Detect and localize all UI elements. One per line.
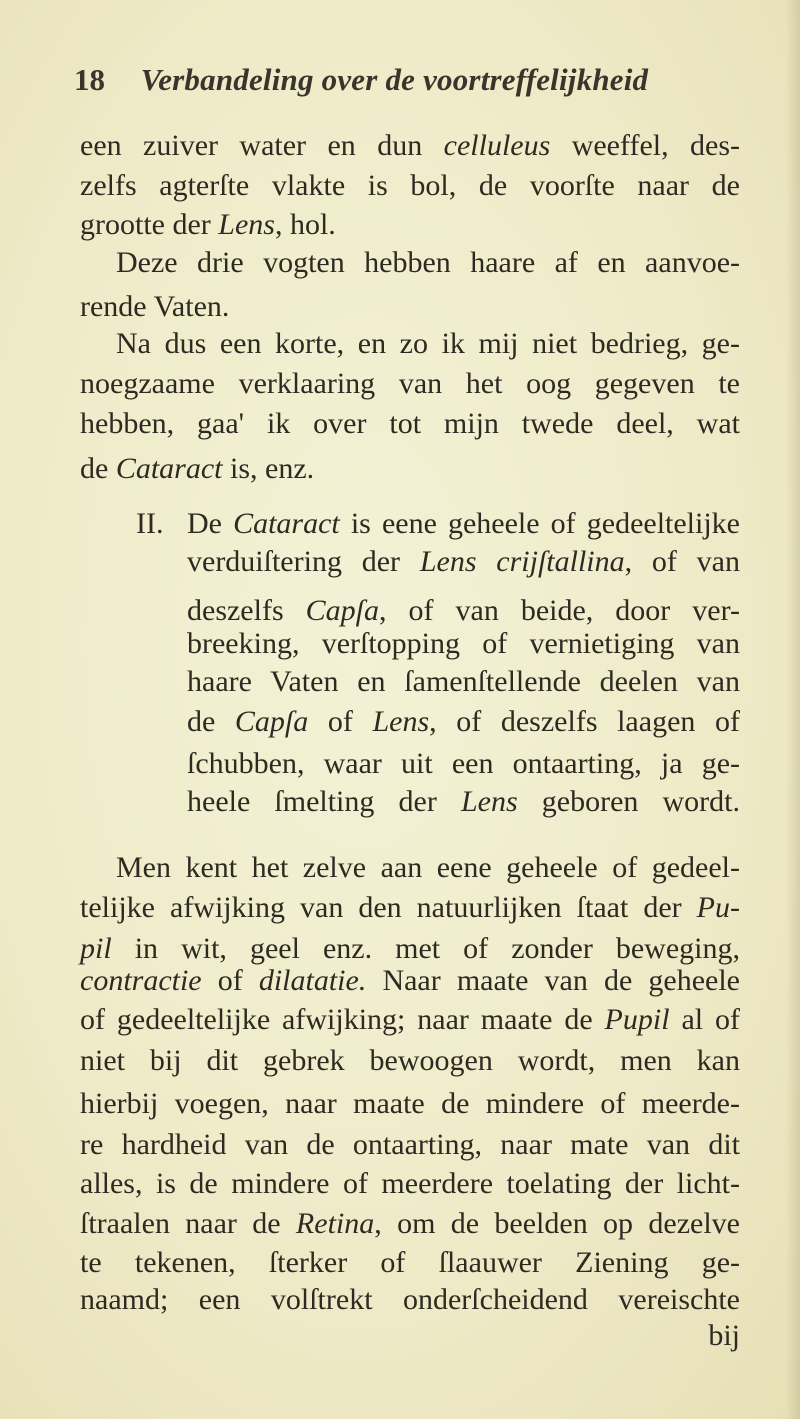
text-line [116, 850, 740, 886]
text-line [80, 1282, 740, 1318]
text-segment: is, enz. [222, 452, 315, 485]
text-line [187, 593, 740, 629]
italic-term: Lens [372, 705, 430, 738]
text-line [80, 1318, 740, 1354]
text-line [80, 1127, 740, 1163]
text-line [80, 1043, 740, 1079]
text-segment: geboren wordt. [517, 785, 740, 818]
text-line [80, 168, 740, 204]
text-segment: , of van [624, 545, 740, 578]
text-line [116, 326, 740, 362]
text-line [187, 784, 740, 820]
text-segment: Naar maate van de geheele [366, 964, 740, 997]
text-segment: hebben, gaa' ik over tot mijn twede deel, wat [80, 407, 740, 440]
text-line [80, 1166, 740, 1202]
text-segment: telijke afwijking van den natuurlijken ſtaat der [80, 891, 697, 924]
italic-term: Lens [460, 785, 518, 818]
text-segment: rende Vaten. [80, 290, 230, 323]
italic-term: Cataract [233, 507, 340, 540]
text-line [80, 890, 740, 926]
text-segment: zelfs agterſte vlakte is bol, de voorſte naar de [80, 169, 740, 202]
text-segment: grootte der [80, 208, 219, 241]
text-segment: haare Vaten en ſamenſtellende deelen van [187, 665, 740, 698]
text-segment: alles, is de mindere of meerdere toelating der licht- [80, 1167, 740, 1200]
text-segment: of [308, 705, 373, 738]
text-line [187, 544, 740, 580]
italic-term: Retina [295, 1207, 375, 1240]
text-segment: heele ſmelting der [187, 785, 461, 818]
text-line [80, 128, 740, 164]
text-segment: , of deszelfs laagen of [429, 705, 740, 738]
text-segment: , hol. [274, 208, 336, 241]
text-segment: of gedeeltelijke afwijking; naar maate de [80, 1003, 605, 1036]
text-segment: al of [669, 1003, 740, 1036]
italic-term: Capſa [305, 594, 379, 627]
text-segment: ſtraalen naar de [80, 1207, 296, 1240]
italic-term: Lens crijſtallina [419, 545, 625, 578]
text-line [187, 746, 740, 782]
text-line [80, 1002, 740, 1038]
text-line [80, 963, 740, 999]
text-segment: niet bij dit gebrek bewoogen wordt, men kan [80, 1044, 740, 1077]
italic-term: Pupil [604, 1003, 670, 1036]
text-segment: de [80, 452, 116, 485]
text-segment: de [187, 705, 235, 738]
text-segment: naamd; een volſtrekt onderſcheidend vereischte [80, 1283, 740, 1316]
text-segment: , of van beide, door ver- [379, 594, 740, 627]
text-line [187, 506, 740, 542]
italic-term: contractie [80, 964, 202, 997]
text-segment: verduiſtering der [187, 545, 420, 578]
text-segment: hierbij voegen, naar maate de mindere of meerde- [80, 1087, 740, 1120]
text-segment: De [187, 507, 234, 540]
text-line [187, 664, 740, 700]
text-line [80, 207, 740, 243]
page-number: 18 [74, 62, 105, 97]
page-edge-shadow [786, 0, 800, 1419]
italic-term: celluleus [443, 129, 551, 162]
text-segment: of [201, 964, 259, 997]
text-line [187, 704, 740, 740]
text-segment: Men kent het zelve aan eene geheele of gedeel- [116, 851, 740, 884]
italic-term: dilatatie. [258, 964, 367, 997]
text-segment: te tekenen, ſterker of ſlaauwer Ziening ge- [80, 1246, 740, 1279]
text-segment: ſchubben, waar uit een ontaarting, ja ge- [187, 747, 740, 780]
italic-term: Capſa [234, 705, 309, 738]
text-line [80, 1245, 740, 1281]
italic-term: pil [80, 932, 112, 965]
text-line [80, 451, 740, 487]
text-segment: , om de beelden op dezelve [374, 1207, 740, 1240]
text-line [80, 406, 740, 442]
section-marker: II. [136, 507, 164, 540]
running-title: Verbandeling over de voortreffelijkheid [140, 62, 649, 97]
text-segment: Deze drie vogten hebben haare af en aanvoe- [116, 246, 740, 279]
text-line [80, 289, 740, 325]
italic-term: Lens [218, 208, 275, 241]
text-line [80, 366, 740, 402]
text-segment: bij [708, 1319, 740, 1352]
text-line [80, 1206, 740, 1242]
text-line [80, 1086, 740, 1122]
text-line [116, 245, 740, 281]
text-line [187, 626, 740, 662]
text-line [80, 931, 740, 967]
text-segment: is eene geheele of gedeeltelijke [339, 507, 741, 540]
text-segment: weeffel, des- [550, 129, 740, 162]
italic-term: Cataract [115, 452, 223, 485]
text-segment: breeking, verſtopping of vernietiging van [187, 627, 740, 660]
text-segment: re hardheid van de ontaarting, naar mate van dit [80, 1128, 740, 1161]
running-header [74, 62, 648, 98]
text-segment: noegzaame verklaaring van het oog gegeven te [80, 367, 740, 400]
italic-term: Pu- [696, 891, 740, 924]
text-segment: deszelfs [187, 594, 306, 627]
text-segment: een zuiver water en dun [80, 129, 444, 162]
text-segment: Na dus een korte, en zo ik mij niet bedrieg, ge- [116, 327, 740, 360]
text-segment: in wit, geel enz. met of zonder beweging, [111, 932, 740, 965]
